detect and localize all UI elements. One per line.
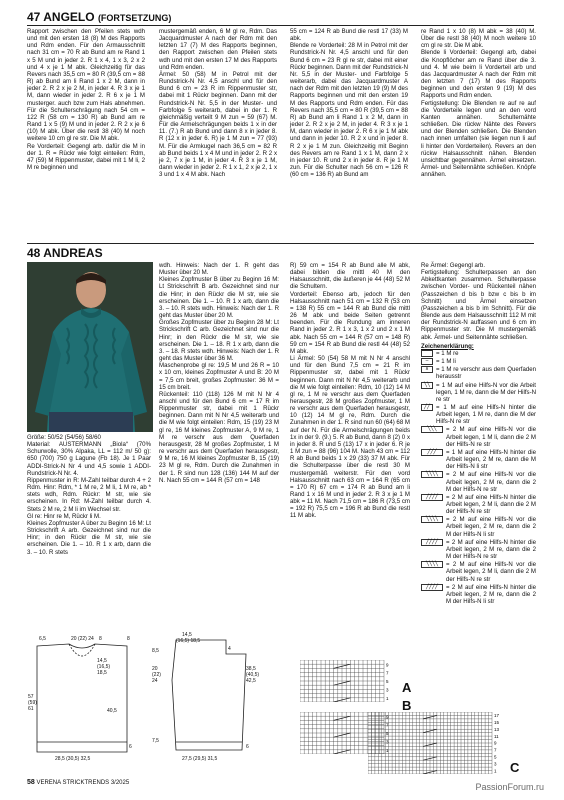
stitch-symbol-icon: – — [421, 358, 433, 365]
dim-label: 61 — [28, 706, 34, 712]
row-number: 17 — [494, 713, 500, 719]
chart-a-grid — [300, 660, 400, 702]
legend-text: = 2 M auf eine Hilfs-N hinter die Arbeit legen, 2 M re, dann die 2 M der Hilfs-N li str — [446, 583, 536, 606]
magazine-name: VERENA STRICKTRENDS 3/2025 — [36, 780, 130, 786]
stitch-symbol-icon: ╲╲╲╲ — [421, 471, 443, 478]
dim-label: 14,5 — [97, 658, 107, 664]
legend-item — [421, 404, 536, 425]
dim-label: 57 — [28, 694, 34, 700]
dim-label: 24 — [152, 678, 158, 684]
legend-item — [421, 539, 536, 560]
dim-label: (40,5) — [246, 672, 260, 678]
paragraph: Kleines Zopfmuster B über zu Beginn 16 M: Lt Strickschrift B arb. Gezeichnet sind nur die Hinr; in den Rückr die M str, wie sie erscheinen. Die 1. – 10. R 1 x arb, dann die 3. – 10. R stets wdh. Hinweis: Nach der 1. R geht das Muster über 20 M. — [159, 276, 279, 320]
row-number: 9 — [494, 740, 497, 746]
legend-text: = 2 M auf eine Hilfs-N hinter die Arbeit legen, 2 M re, dann die 2 M der Hilfs-N re str — [446, 538, 536, 561]
stitch-symbol-icon: ∧ — [421, 366, 433, 373]
dim-label: 28,5 (30,5) 32,5 — [55, 756, 91, 762]
legend-title: Zeichenerklärung: — [421, 342, 474, 350]
paragraph: wdh. Hinweis: Nach der 1. R geht das Muster über 20 M. — [159, 262, 279, 277]
row-number: 3 — [494, 761, 497, 767]
stitch-symbol-icon — [421, 350, 433, 357]
text-column-2-bottom — [159, 262, 279, 484]
paragraph: Rückenteil: 110 (118) 126 M mit N Nr 4 anschl und für den Bund 6 cm = 17 R im Rippenmuster str, dabei mit 1 Rückr beginnen. Dann mit N Nr 4,5 weiterarb und die M wie folgt einteilen: Rdm, 15 (19) 23 M gl re, 16 M kleines Zopfmuster A, 9 M re, 1 M re verschr aus dem Querfaden herausgestr, 28 M großes Zopfmuster, 1 M re verschr aus dem Querfaden herausgestr, 9 M re, 16 M kleines Zopfmuster B, 15 (19) 23 M gl re, Rdm. Durch die Zunahmen in der 1. R sind nun 128 (136) 144 M auf der N. Nach 55 cm = 144 R (57 cm = 148 — [159, 390, 279, 484]
row-number: 1 — [494, 768, 497, 774]
dim-label: 8,5 — [152, 648, 159, 654]
paragraph: Großes Zopfmuster über zu Beginn 28 M: Lt Strickschrift C arb. Gezeichnet sind nur die Hinr; in den Rückr die M str, wie sie erscheinen. Die 1. – 18. R 1 x arb, dann die 3. – 18. R stets wdh. Hinweis: Nach der 1. R geht das Muster über 36 M. — [159, 319, 279, 363]
legend-item — [421, 471, 536, 492]
divider-middle — [27, 243, 534, 244]
symbol-legend — [421, 350, 536, 605]
legend-item — [421, 358, 536, 365]
paragraph: Ärmel: 50 (58) M in Petrol mit der Rundstrick-N Nr. 4,5 anschl und für den Bund 6 cm = 23 R im Rippenmuster str, dabei mit 1 Rückr beginnen. Dann mit der Rundstrick-N Nr. 5,5 in der Muster- und Farbfolge 5 weiterarb, dabei in der 1. R gleichmäßig verteilt 9 M zun = 59 (67) M. Für die Armelschrägungen beids 1 x in der 11. (7.) R ab Bund und dann 8 x in jeder 8. R (12 x in jeder 6. R) je 1 M zun = 77 (93) M. Für die Armkugel nach 36,5 cm = 82 R ab Bund beids 1 x 4 M und in jeder 2. R 2 x je 2, 7 x je 1 M, in jeder 4. R 3 x je 1 M, dann wieder in jeder 2. R 1 x 1, 2 x je 2, 1 x 3 und 1 x 4 M abk. Nach — [159, 70, 277, 179]
text-column-1-bottom — [27, 434, 151, 556]
paragraph: 55 cm = 124 R ab Bund die restl 17 (33) M abk. — [290, 28, 408, 43]
legend-item — [421, 366, 536, 380]
dim-label: (16,5) 18,5 — [176, 638, 201, 644]
paragraph: Blende li Vorderteil: Gegengl arb, dabei die Knopflöcher am re Rand über die 3. und 4. M wie beim li Vorderteil arb und das Jacquardmuster A nach der Rdm mit den letzten 7 (17) M des Rapports beginnen und den ersten 9 (19) M des Rapports und Rdm enden. — [421, 49, 536, 100]
row-number: 7 — [386, 722, 389, 728]
stitch-symbol-icon: ╱╱╱╱ — [421, 584, 443, 591]
row-number: 9 — [386, 714, 389, 720]
stitch-symbol-icon: ╱╱ — [421, 404, 433, 411]
row-number: 13 — [494, 726, 500, 732]
sleeve-schematic — [146, 630, 271, 776]
paragraph: Vorderteil: Ebenso arb, jedoch für den Halsausschnitt nach 51 cm = 132 R (53 cm = 138 R) 55 cm = 144 R ab Bund die mittl 26 M abk und beide Seiten getrennt beenden. Für die Rundung am inneren Rand in jeder 2. R 1 x 3, 1 x 2 und 2 x 1 M abk. Nach 55 cm = 144 R (57 cm = 148 R) 59 cm = 154 R ab Bund die restl 44 (48) 52 M abk. — [290, 290, 410, 355]
paragraph: Li Ärmel: 50 (54) 58 M mit N Nr 4 anschl und für den Bund 7,5 cm = 21 R im Rippenmuster str, dabei mit 1 Rückr beginnen. Dann mit N Nr 4,5 weiterarb und die M wie folgt einteilen: Rdm, 10 (12) 14 M gl re, 1 M re verschr aus dem Querfaden herausgestr, 28 M großes Zopfmuster, 1 M re verschr aus dem Querfaden herausgestr, 10 (12) 14 M gl re, Rdm. Durch die Zunahmen in der 1. R sind nun 60 (64) 68 M auf der N. Für die Armelschrägungen beids 1x in der 9. (9.) 5. R ab Bund, dann 8 (2) 0 x in jeder 8. R und 5 (13) 17 x in jeder 6. R je 1 M zun = 88 (96) 104 M. Nach 43 cm = 112 R ab Bund beids 1 x 29 (33) 37 M abk. Für die Schulterpasse über die restl 30 M mustergemäß weiterstr. Für den vord Halsausschnitt nach 63 cm = 164 R (65 cm = 170 R) 67 cm = 174 R ab Bund am li Rand 1 x 16 M und in jeder 2. R 3 x je 1 M abk = 11 M. Nach 71,5 cm = 186 R (73,5 cm = 192 R) 75,5 cm = 196 R ab Bund die restl 11 M abk. — [290, 355, 410, 520]
legend-item — [421, 494, 536, 515]
legend-text: = 1 M li — [436, 358, 456, 366]
dim-label: 8 — [99, 636, 102, 642]
legend-text: = 2 M auf eine Hilfs-N vor die Arbeit legen, 2 M re, dann die 2 M der Hilfs-N re str — [446, 471, 536, 493]
model-photo — [27, 262, 153, 432]
dim-label: 20 — [152, 666, 158, 672]
dim-label: 4 — [228, 646, 231, 652]
dim-label: 7,5 — [152, 738, 159, 744]
dim-label: 38,5 — [246, 666, 256, 672]
paragraph: Fertigstellung: Die Blenden re auf re auf die Vorderteile legen und an den vord Kanten annähen. Schulternähte schließen. Die rückw Nähte des Revers und der Blenden schließen. Die Blenden nach innen umfalten (sie liegen nun li auf li hinter den Vorderteilen). Revers an den rückw Halsausschnitt nähen. Blenden unsichtbar gegennähen. Ärmel einsetzen. Ärmel- und Seitennähte schließen. Knöpfe annähen. — [421, 99, 536, 179]
row-number: 1 — [386, 695, 389, 701]
row-number: 9 — [386, 662, 389, 668]
body-schematic — [27, 632, 139, 774]
dim-label: (22) — [152, 672, 161, 678]
legend-item — [421, 516, 536, 537]
section-title: ANGELO — [43, 10, 95, 24]
chart-b-label: B — [402, 698, 412, 713]
dim-label: 18,5 — [97, 670, 107, 676]
page-footer — [27, 779, 129, 786]
text-column-3-top — [290, 28, 408, 178]
row-number: 5 — [386, 679, 389, 685]
dim-label: (16,5) — [97, 664, 111, 670]
text-column-2-top — [159, 28, 277, 178]
divider-top — [27, 25, 534, 26]
paragraph: Rapport zwischen den Pfeilen stets wdh und mit den ersten 18 (8) M des Rapports und Rdm enden. Für den Armausschnitt nach 31 cm = 70 R ab Bund am re Rand 1 x 5 M und in jeder 2. R 1 x 4, 1 x 3, 2 x 2 und 4 x je 1 M abk. Gleichzeitig für das Revers nach 35,5 cm = 80 R (39,5 cm = 88 R) ab Bund am li Rand 1 x 2 M, dann in jeder 2. R 2 x je 2 M, in jeder 4. R 3 x je 1 M, dann wieder in jeder 2. R 6 x je 1 M musterger. auch bzw zum Hals abnehmen. Für die Schulterschrägung nach 54 cm = 122 R (58 cm = 130 R) ab Bund am re Rand 1 x 5 (9) M und in jeder 2. R 2 x je 6 (10) M abk. Über die restl 38 (40) M noch weitere 10 cm gl re str. Die M abk. — [27, 28, 145, 143]
section-header-48 — [27, 246, 103, 260]
stitch-symbol-icon: ╲╲╲╲ — [421, 561, 443, 568]
row-number: 5 — [386, 731, 389, 737]
paragraph: Maschenprobe gl re: 19,5 M und 26 R = 10 x 10 cm, kleines Zopfmuster A und B: 20 M = 7,5 cm breit, großes Zopfmuster: 36 M = 15 cm breit. — [159, 362, 279, 391]
text-column-4-bottom — [421, 262, 536, 606]
legend-item — [421, 449, 536, 470]
legend-text: = 2 M auf eine Hilfs-N vor die Arbeit legen, 2 M re, dann die 2 M der Hilfs-N li str — [446, 516, 536, 538]
legend-text: = 2 M auf eine Hilfs-N hinter die Arbeit legen, 2 M li, dann die 2 M der Hilfs-N re str — [446, 493, 536, 516]
legend-text: = 2 M auf eine Hilfs-N vor die Arbeit legen, 2 M li, dann die 2 M der Hilfs-N re str — [446, 561, 536, 583]
section-title: ANDREAS — [43, 246, 103, 260]
paragraph: Re Ärmel: Gegengl arb. — [421, 262, 486, 269]
legend-item — [421, 350, 536, 357]
dim-label: 6,5 — [39, 636, 46, 642]
paragraph: R) 59 cm = 154 R ab Bund alle M abk, dabei bilden die mittl 40 M den Halsausschnitt, die äußeren je 44 (48) 52 M die Schultern. — [290, 262, 410, 291]
legend-text: = 1 M re verschr aus dem Querfaden herausstr — [436, 366, 536, 381]
row-number: 5 — [494, 754, 497, 760]
paragraph: Blende re Vorderteil: 28 M in Petrol mit der Rundstrick-N Nr. 4,5 anschl und für den Bund 6 cm = 23 R gl re str, dabei mit einer Rückr beginnen. Dann mit der Rundstrick-N Nr. 5,5 in der Muster- und Farbfolge 5 weiterarb, dabei das Jacquardmuster A nach der Rdm mit den letzten 19 (9) M des Rapports beginnen und mit den ersten 19 M des Rapports und Rdm enden. Für das Revers nach 35,5 cm = 80 R (39,5 cm = 88 R) ab Bund am li Rand 1 x 2 M, dann in jeder 2. R 2 x je 2 M, in jeder 4. R 3 x je 1 M, dann wieder in jeder 2. R 6 x je 1 M abk und dann in jeder 10. R 2 x und in jeder 8. R 2 x je 1 M zun. Gleichzeitig mit Beginn des Revers am re Rand 1 x 1 M, dann 2 x in jeder 10. R und 2 x in jeder 8. R je 1 M zun. Für die Schulter nach 56 cm = 126 R (60 cm = 136 R) ab Bund am — [290, 42, 408, 179]
paragraph: Kleines Zopfmuster A über zu Beginn 16 M: Lt Strickschrift A arb. Gezeichnet sind nur die Hinr; in den Rückr die M str, wie sie erscheinen. Die 1. – 10. R 1 x arb, dann die 3. – 10. R stets — [27, 519, 151, 556]
stitch-symbol-icon: ╱╱╱╱ — [421, 539, 443, 546]
dim-label: 42,5 — [246, 678, 256, 684]
text-column-4-top — [421, 28, 536, 178]
chart-c-grid — [368, 712, 508, 774]
row-number: 3 — [386, 687, 389, 693]
row-number: 7 — [494, 747, 497, 753]
legend-item — [421, 382, 536, 403]
stitch-symbol-icon: ╱╱╱ — [421, 449, 443, 456]
section-header-47 — [27, 10, 171, 24]
legend-text: = 1 M auf eine Hilfs-N hinter die Arbeit legen, 2 M re, dann die M der Hilfs-N li str — [446, 448, 536, 471]
section-number: 47 — [27, 10, 41, 24]
legend-item — [421, 584, 536, 605]
paragraph: Re Vorderteil: Gegengl arb. dafür die M in der 1. R = Rückr wie folgt einteilen: Rdm, 47 (59) M Rippenmuster, dabei mit 1 M li, 2 M re beginnen und — [27, 142, 145, 171]
row-number: 15 — [494, 720, 500, 726]
stitch-symbol-icon: ╲╲ — [421, 382, 433, 389]
dim-label: 8 — [127, 636, 130, 642]
paragraph: re Rand 1 x 10 (8) M abk = 38 (40) M. Über die restl 38 (40) M noch weitere 10 cm gl re str. Die M abk. — [421, 28, 536, 50]
paragraph: Material: AUSTERMANN „Biola“ (70% Schurwolle, 30% Alpaka, LL = 112 m/ 50 g): 650 (700) 750 g Lagune (Fb 18). Je 1 Paar ADDI-Strick-N Nr 4 und 4,5 sowie 1 ADDI-Rundstrick-N Nr. 4. — [27, 441, 151, 477]
row-number: 11 — [494, 733, 499, 739]
paragraph: Größe: 50/52 (54/56) 58/60 — [27, 434, 101, 441]
chart-c-label: C — [510, 760, 520, 775]
paragraph: mustergemäß enden, 6 M gl re, Rdm. Das Jacquardmuster A nach der Rdm mit den letzten 17 (7) M des Rapports beginnen, den Rapport zwischen den Pfeilen stets wdh und mit den ersten 17 M des Rapports und Rdm enden. — [159, 28, 277, 71]
section-number: 48 — [27, 246, 41, 260]
text-column-1-top — [27, 28, 145, 171]
dim-label: 27,5 (29,5) 31,5 — [182, 756, 218, 762]
text-column-3-bottom — [290, 262, 410, 520]
paragraph: Fertigstellung: Schulterpassen an den Abkettkanten zusammen. Schulterpasse zwischen Vorder- und Rückenteil nähen (Passzeichen d bis b bzw c bis b im Schnitt) und Ärmel einsetzen (Passzeichen a bis b im Schnitt). Für die Blende aus dem Halsausschnitt 112 M mit der Rundstrick-N auffassen und 6 cm im Rippenmuster str. Die M mustergemäß abk. Ärmel- und Seitennähte schließen. — [421, 269, 536, 341]
legend-text: = 1 M re — [436, 349, 459, 357]
row-number: 3 — [386, 739, 389, 745]
legend-text: = 2 M auf eine Hilfs-N vor die Arbeit legen, 1 M li, dann die 2 M der Hilfs-N re str — [446, 426, 536, 448]
chart-a-label: A — [402, 680, 412, 695]
row-number: 7 — [386, 670, 389, 676]
legend-item — [421, 426, 536, 447]
stitch-symbol-icon: ╲╲╲ — [421, 426, 443, 433]
watermark: PassionForum.ru — [475, 782, 544, 792]
sweater-illustration — [27, 262, 153, 432]
paragraph: Rippenmuster in R: M-Zahl teilbar durch 4 + 2 Rdm. Hinr: Rdm, * 1 M re, 2 M li, 1 M re, ab * stets wdh, Rdm. Rückr: M str, wie sie erscheinen. In Rd: M-Zahl teilbar durch 4. Stets 2 M re, 2 M li im Wechsel str. — [27, 476, 151, 513]
paragraph: Gl re: Hinr re M, Rückr li M. — [27, 512, 101, 520]
dim-label: 6 — [246, 744, 249, 750]
page-number: 58 — [27, 779, 35, 786]
dim-label: (59) — [28, 700, 37, 706]
stitch-symbol-icon: ╱╱╱╱ — [421, 494, 443, 501]
dim-label: 6 — [129, 744, 132, 750]
legend-text: = 1 M auf eine Hilfs-N hinter die Arbeit legen, 1 M re, dann die M der Hilfs-N re str — [436, 403, 536, 426]
dim-label: 20 (22) 24 — [71, 636, 94, 642]
legend-text: = 1 M auf eine Hilfs-N vor die Arbeit legen, 1 M re, dann die M der Hilfs-N re str — [436, 381, 536, 403]
stitch-symbol-icon: ╲╲╲╲ — [421, 516, 443, 523]
legend-item — [421, 561, 536, 582]
section-subtitle: (FORTSETZUNG) — [97, 13, 172, 23]
row-number: 1 — [386, 747, 389, 753]
dim-label: 14,5 — [182, 632, 192, 638]
dim-label: 40,5 — [107, 708, 117, 714]
